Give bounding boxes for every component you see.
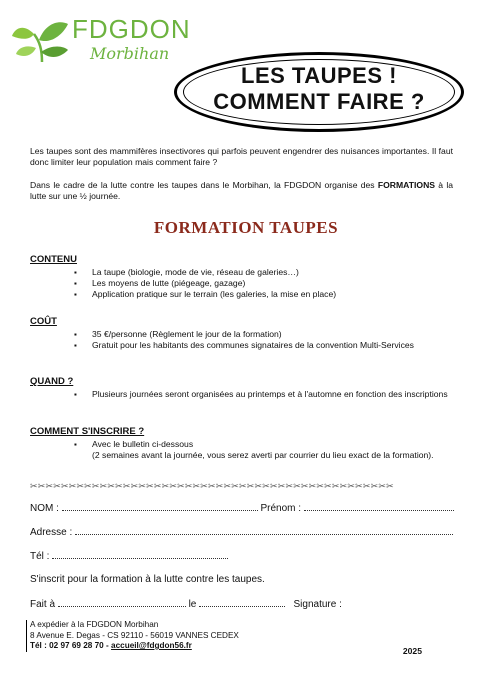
le-label: le [188,599,197,610]
footer-address [26,620,454,652]
leaf-logo-icon [12,16,70,66]
tel-label: Tél : [30,551,50,562]
section-heading: CONTENU [30,254,77,265]
list-item: ▪ Application pratique sur le terrain (les galeries, la mise en place) [74,289,460,300]
bullet-list [74,267,460,300]
nom-prenom-row [30,502,454,514]
intro-paragraph-1: Les taupes sont des mammifères insectivores qui parfois peuvent engendrer des nuisances importantes. Il faut donc limiter leur population mais comment faire ? [30,146,453,167]
footer-contact: Tél : 02 97 69 28 70 - accueil@fdgdon56.fr [30,641,192,650]
headline-line-2: COMMENT FAIRE ? [213,89,425,114]
list-item: ▪ Les moyens de lutte (piégeage, gazage) [74,278,460,289]
footer-year: 2025 [402,646,422,656]
footer-phone: Tél : 02 97 69 28 70 [30,641,104,650]
section-heading: COÛT [30,316,57,327]
nom-field[interactable] [62,502,258,511]
formation-title: FORMATION TAUPES [153,218,339,237]
list-item: ▪ Gratuit pour les habitants des communes signataires de la convention Multi-Services [74,340,460,351]
section-cout [30,316,460,351]
intro-p2-bold: FORMATIONS [377,180,436,190]
list-item: ▪ 35 €/personne (Règlement le jour de la formation) [74,329,460,340]
bullet-list [74,389,460,400]
inscrit-text: S'inscrit pour la formation à la lutte contre les taupes. [30,574,265,585]
prenom-label: Prénom : [260,503,302,514]
bullet-list [74,439,460,450]
intro-p2-after: à la lutte sur une ½ journée. [30,180,454,201]
adresse-row [30,526,453,538]
tel-row [30,550,228,562]
section-contenu [30,254,460,300]
prenom-field[interactable] [304,502,454,511]
tel-field[interactable] [52,550,228,559]
headline-bubble [174,52,464,132]
nom-label: NOM : [30,503,59,514]
headline-line-1: LES TAUPES ! [241,63,397,88]
footer-email-link[interactable]: accueil@fdgdon56.fr [111,641,192,650]
section-quand [30,376,460,400]
adresse-label: Adresse : [30,527,73,538]
section-heading: COMMENT S'INSCRIRE ? [30,426,145,437]
signature-label: Signature : [293,599,342,610]
bullet-list [74,329,460,351]
inscrire-note: (2 semaines avant la journée, vous serez averti par courrier du lieu exact de la formation). [92,450,434,460]
adresse-field[interactable] [75,526,453,535]
logo-subtitle: Morbihan [90,44,170,63]
logo-name: FDGDON [72,14,191,44]
fait-field[interactable] [58,598,186,607]
list-item: ▪ Avec le bulletin ci-dessous [74,439,460,450]
section-inscrire [30,426,460,461]
fait-label: Fait à [30,599,56,610]
list-item: ▪ Plusieurs journées seront organisées au printemps et à l'automne en fonction des inscriptions [74,389,460,400]
footer-line-2: 8 Avenue E. Degas - CS 92110 - 56019 VANNES CEDEX [30,630,239,640]
list-item: ▪ La taupe (biologie, mode de vie, réseau de galeries…) [74,267,460,278]
intro-paragraph-2 [30,180,453,202]
fait-row [30,598,342,610]
fdgdon-logo [12,10,191,68]
date-field[interactable] [199,598,285,607]
intro-p2-before: Dans le cadre de la lutte contre les taupes dans le Morbihan, la FDGDON organise des [30,180,375,190]
cut-line-scissors-icon: ✂✂✂✂✂✂✂✂✂✂✂✂✂✂✂✂✂✂✂✂✂✂✂✂✂✂✂✂✂✂✂✂✂✂✂✂✂✂✂✂✂✂✂✂✂✂✂ [30,481,394,491]
footer-line-1: A expédier à la FDGDON Morbihan [30,620,159,629]
headline [177,63,461,115]
section-heading: QUAND ? [30,376,74,387]
